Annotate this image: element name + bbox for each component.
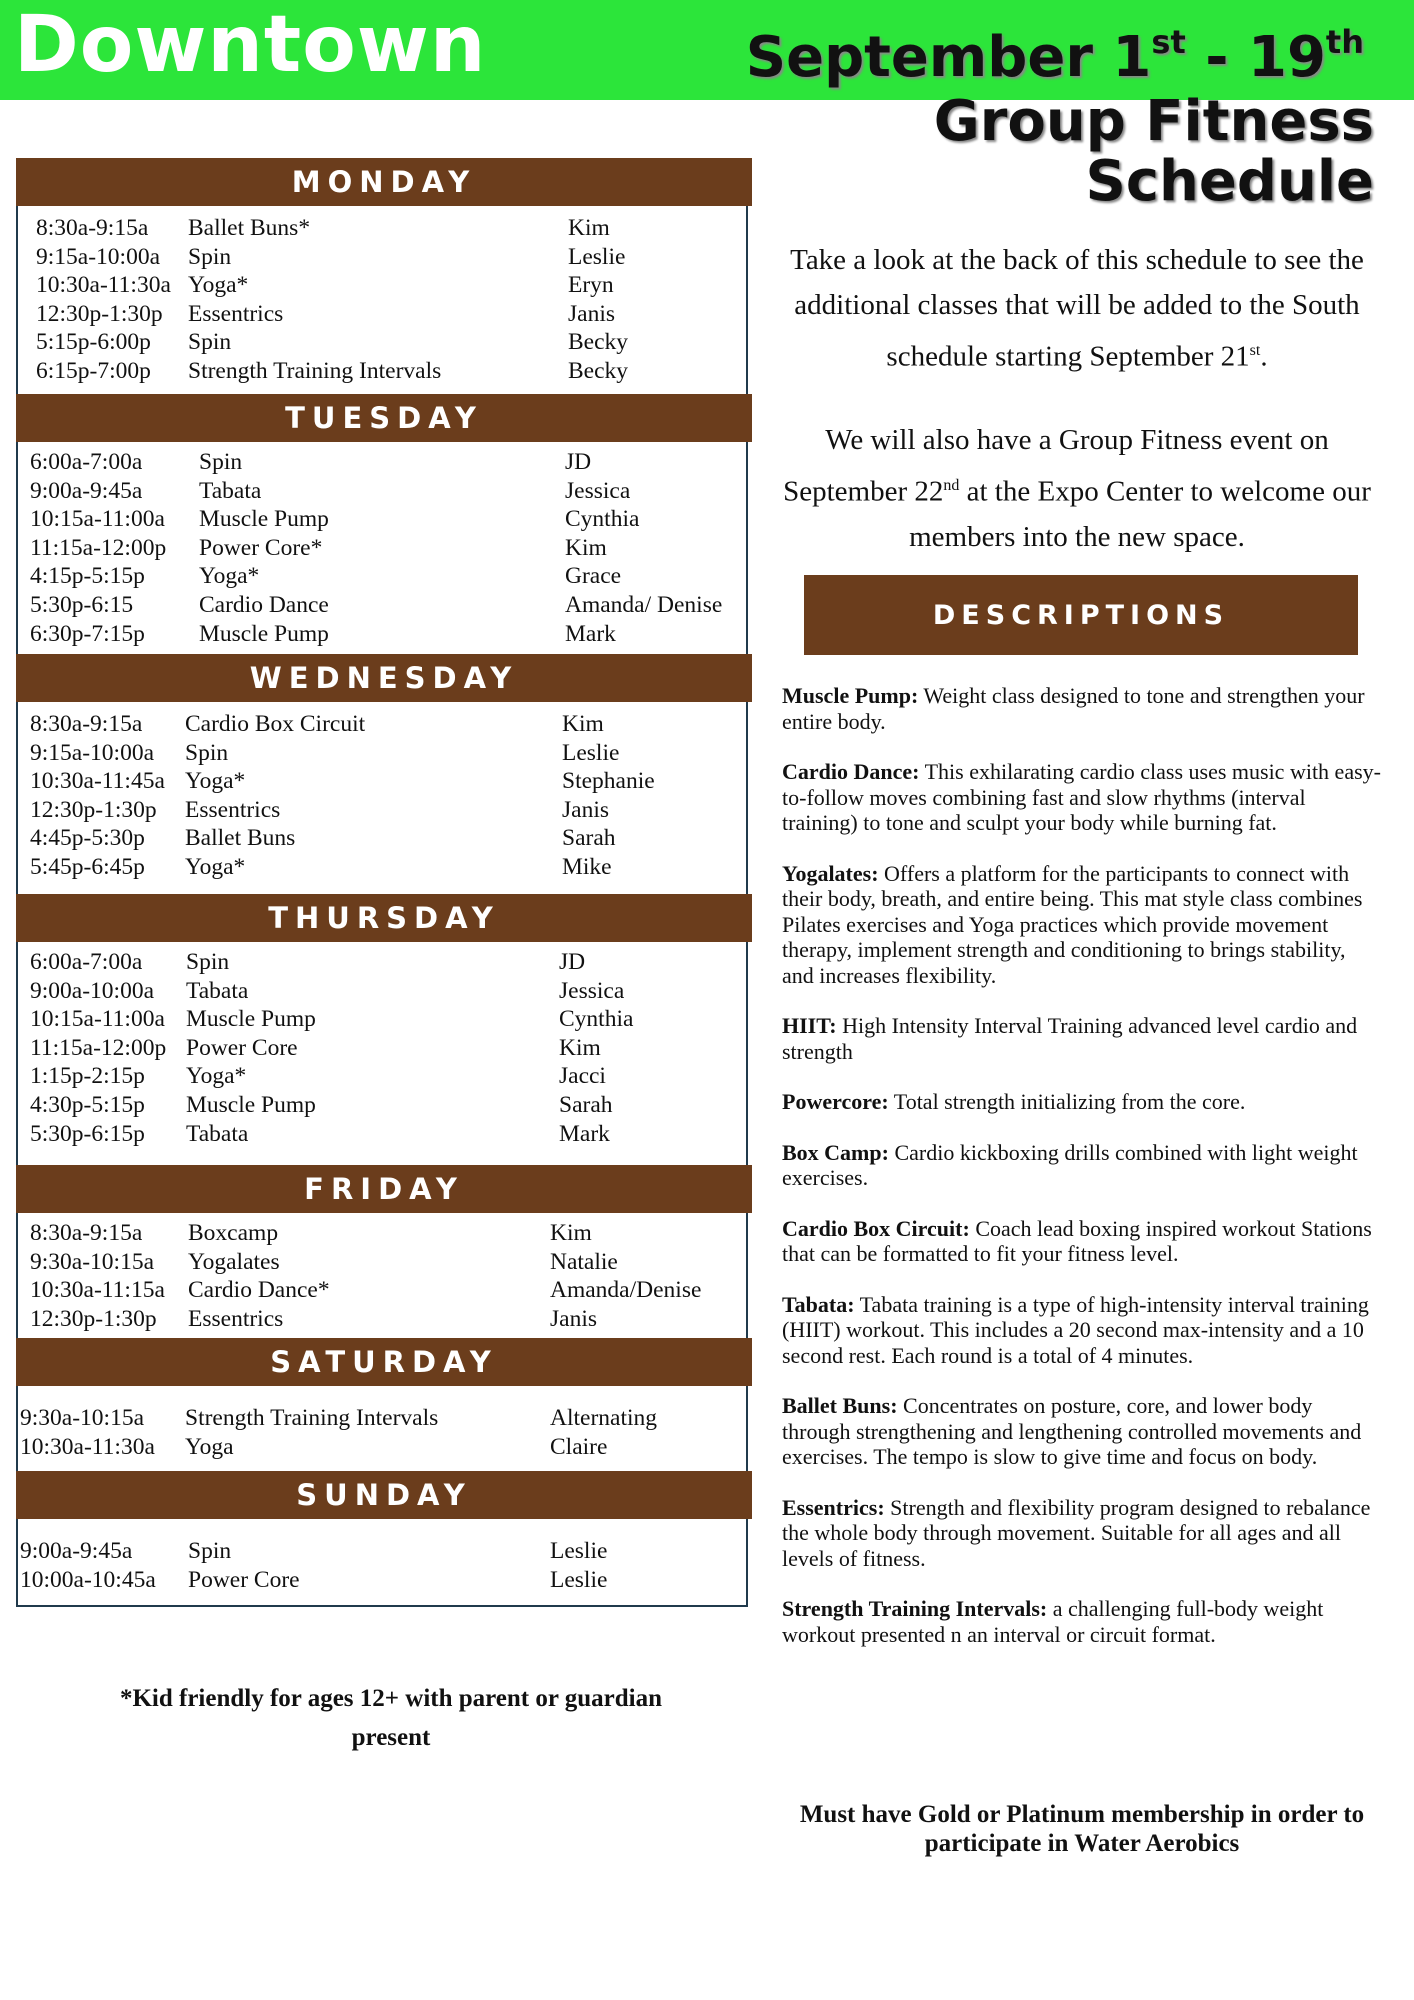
description-term: Strength Training Intervals: (782, 1596, 1048, 1621)
instructor: Leslie (568, 243, 626, 270)
instructor: Stephanie (562, 768, 655, 795)
class-time: 10:30a-11:30a (20, 1433, 155, 1460)
class-time: 10:30a-11:15a (30, 1277, 165, 1304)
class-name: Yoga* (186, 1063, 247, 1090)
description-text: a challenging full-body weight workout presented n an interval or circuit format. (782, 1596, 1324, 1647)
class-list (16, 206, 752, 386)
class-time: 12:30p-1:30p (30, 796, 157, 823)
description-term: Essentrics: (782, 1494, 885, 1520)
class-time: 6:30p-7:15p (30, 620, 145, 647)
description-text: Coach lead boxing inspired workout Stations that can be formatted to fit your fitness level. (782, 1215, 1372, 1266)
class-name: Boxcamp (188, 1220, 279, 1246)
description-text: Total strength initializing from the core. (888, 1089, 1246, 1114)
description-text: This exhilarating cardio class uses music with easy-to-follow moves combining fast and slow rhythms (interval training) to tone and sculpt your body while burning fat. (782, 759, 1381, 835)
class-name: Yoga* (185, 768, 246, 795)
instructor: Mark (565, 620, 616, 647)
description-text: Strength and flexibility program designed to rebalance the whole body through movement. Suitable for all ages and all levels of fitness. (782, 1494, 1371, 1571)
class-list (16, 1213, 752, 1333)
day-heading: FRIDAY (16, 1165, 752, 1213)
class-time: 12:30p-1:30p (30, 1305, 157, 1332)
class-row (16, 477, 752, 506)
class-time: 9:15a-10:00a (30, 739, 154, 766)
date-end-suffix: th (1325, 23, 1364, 61)
description-item (782, 759, 1382, 836)
class-name: Yoga* (185, 853, 246, 880)
title-line-1: Group Fitness (933, 89, 1374, 154)
kid-friendly-note: *Kid friendly for ages 12+ with parent or guardian present (119, 1685, 663, 1751)
instructor: JD (565, 449, 592, 475)
day-saturday (16, 1338, 752, 1461)
class-row (16, 739, 752, 768)
class-time: 6:15p-7:00p (36, 357, 151, 384)
description-item (782, 683, 1382, 734)
description-item (782, 1495, 1382, 1572)
day-heading: MONDAY (16, 158, 752, 206)
class-name: Yoga* (199, 563, 260, 590)
class-name: Strength Training Intervals (188, 357, 442, 384)
class-name: Tabata (186, 977, 249, 1004)
class-name: Power Core (188, 1566, 300, 1593)
page-title (933, 89, 1374, 214)
class-row (16, 534, 752, 563)
class-row (16, 1248, 752, 1277)
class-row (16, 1091, 752, 1120)
class-row (16, 505, 752, 534)
class-name: Spin (186, 949, 230, 975)
class-name: Spin (199, 449, 243, 475)
class-row (16, 1276, 752, 1305)
class-row (16, 1219, 752, 1248)
class-name: Tabata (186, 1120, 249, 1147)
class-time: 8:30a-9:15a (30, 711, 143, 737)
day-heading: THURSDAY (16, 894, 752, 942)
class-row (16, 824, 752, 853)
class-row (16, 948, 752, 977)
class-name: Spin (185, 739, 229, 766)
class-name: Cardio Dance (199, 591, 329, 618)
class-time: 11:15a-12:00p (30, 1034, 167, 1061)
class-time: 1:15p-2:15p (30, 1063, 145, 1090)
class-time: 10:30a-11:45a (30, 768, 165, 795)
class-row (16, 1433, 752, 1462)
class-time: 9:15a-10:00a (36, 243, 160, 270)
class-row (16, 853, 752, 882)
description-term: Cardio Box Circuit: (782, 1215, 970, 1241)
instructor: Jacci (559, 1063, 606, 1090)
class-row (16, 271, 752, 300)
intro-end-1: . (1260, 340, 1268, 373)
date-range (745, 23, 1364, 90)
class-list (16, 1519, 752, 1594)
class-time: 5:15p-6:00p (36, 329, 151, 356)
class-name: Muscle Pump (199, 506, 329, 533)
class-time: 9:00a-9:45a (20, 1538, 133, 1564)
description-item (782, 861, 1382, 989)
class-row (16, 214, 752, 243)
location-title: Downtown (14, 0, 487, 90)
descriptions-list (782, 683, 1382, 1672)
day-thursday (16, 894, 752, 1148)
instructor: Amanda/Denise (550, 1277, 702, 1304)
class-row (16, 796, 752, 825)
class-name: Cardio Dance* (188, 1277, 330, 1304)
description-text: Offers a platform for the participants to connect with their body, breath, and entire being. This mat style class combines Pilates exercises and Yoga practices which provide movement therapy, implement strength and conditioning to brings stability, and increases flexibility. (782, 860, 1363, 988)
intro-paragraph-2 (762, 418, 1392, 560)
class-time: 5:45p-6:45p (30, 853, 145, 880)
class-row (16, 1566, 752, 1595)
instructor: Jessica (565, 477, 631, 504)
class-time: 4:15p-5:15p (30, 563, 145, 590)
class-time: 6:00a-7:00a (30, 949, 143, 975)
class-row (16, 1005, 752, 1034)
class-row (16, 300, 752, 329)
class-name: Spin (188, 1538, 232, 1564)
class-time: 9:00a-10:00a (30, 977, 154, 1004)
class-row (16, 1305, 752, 1334)
description-text: Weight class designed to tone and strengthen your entire body. (782, 683, 1365, 734)
day-heading: TUESDAY (16, 394, 752, 442)
class-row (16, 1034, 752, 1063)
weekly-schedule (16, 160, 748, 1607)
class-row (16, 243, 752, 272)
class-row (16, 1120, 752, 1149)
instructor: Kim (565, 534, 607, 561)
descriptions-heading: DESCRIPTIONS (804, 575, 1358, 655)
class-name: Tabata (199, 477, 262, 504)
instructor: Kim (562, 711, 604, 737)
intro-text-1: Take a look at the back of this schedule to see the additional classes that will be added to the South schedule starting September 21 (790, 244, 1364, 373)
class-time: 10:00a-10:45a (20, 1566, 156, 1593)
class-time: 4:45p-5:30p (30, 825, 145, 852)
class-time: 5:30p-6:15p (30, 1120, 145, 1147)
instructor: Cynthia (565, 506, 640, 533)
instructor: Sarah (559, 1091, 613, 1118)
description-term: Box Camp: (782, 1139, 889, 1165)
class-name: Yogalates (188, 1248, 280, 1275)
class-row (16, 767, 752, 796)
class-name: Muscle Pump (186, 1091, 316, 1118)
class-time: 9:30a-10:15a (20, 1405, 144, 1431)
instructor: Mark (559, 1120, 610, 1147)
date-end: - 19 (1185, 25, 1326, 90)
class-name: Yoga (185, 1433, 234, 1460)
instructor: Janis (550, 1305, 597, 1332)
instructor: Jessica (559, 977, 625, 1004)
description-term: HIIT: (782, 1013, 837, 1038)
instructor: Amanda/ Denise (565, 591, 723, 618)
class-time: 10:15a-11:00a (30, 506, 165, 533)
class-list (16, 702, 752, 882)
description-text: Cardio kickboxing drills combined with light weight exercises. (782, 1139, 1358, 1190)
description-term: Tabata: (782, 1291, 855, 1317)
class-row (16, 448, 752, 477)
class-time: 9:30a-10:15a (30, 1248, 154, 1275)
class-name: Spin (188, 329, 232, 356)
class-list (16, 942, 752, 1148)
class-row (16, 591, 752, 620)
membership-notice: Must have Gold or Platinum membership in order to participate in Water Aerobics (799, 1801, 1365, 1857)
day-monday (16, 158, 752, 386)
day-wednesday (16, 654, 752, 882)
description-item (782, 1013, 1382, 1064)
class-time: 10:30a-11:30a (36, 272, 171, 299)
class-time: 10:15a-11:00a (30, 1006, 165, 1033)
class-row (16, 710, 752, 739)
instructor: Eryn (568, 272, 614, 299)
instructor: Alternating (550, 1405, 658, 1431)
class-name: Spin (188, 243, 232, 270)
date-start: September 1 (745, 25, 1152, 90)
instructor: Janis (568, 300, 615, 327)
day-tuesday (16, 394, 752, 648)
instructor: Leslie (550, 1566, 608, 1593)
description-text: Tabata training is a type of high-intensity interval training (HIIT) workout. This includes a 20 second max-intensity and a 10 second rest. Each round is a total of 4 minutes. (782, 1291, 1369, 1368)
class-name: Ballet Buns* (188, 215, 311, 241)
intro-paragraph-1 (762, 238, 1392, 380)
class-list (16, 1386, 752, 1461)
date-start-suffix: st (1151, 23, 1186, 61)
description-item (782, 1140, 1382, 1191)
description-item (782, 1216, 1382, 1267)
instructor: Janis (562, 796, 609, 823)
instructor: Mike (562, 853, 612, 880)
class-row (16, 1404, 752, 1433)
description-item (782, 1596, 1382, 1647)
class-row (16, 977, 752, 1006)
description-item (782, 1393, 1382, 1470)
intro-sup-1: st (1249, 342, 1261, 359)
class-name: Power Core (186, 1034, 298, 1061)
day-heading: WEDNESDAY (16, 654, 752, 702)
class-time: 12:30p-1:30p (36, 300, 163, 327)
description-term: Muscle Pump: (782, 683, 919, 708)
description-text: High Intensity Interval Training advanced level cardio and strength (782, 1013, 1358, 1064)
description-term: Cardio Dance: (782, 759, 920, 784)
class-time: 11:15a-12:00p (30, 534, 167, 561)
instructor: Cynthia (559, 1006, 634, 1033)
class-time: 9:00a-9:45a (30, 477, 143, 504)
day-friday (16, 1165, 752, 1333)
instructor: Sarah (562, 825, 616, 852)
instructor: Becky (568, 329, 629, 356)
intro-sup-2: nd (943, 477, 960, 494)
class-name: Essentrics (188, 1305, 284, 1332)
class-time: 5:30p-6:15 (30, 591, 134, 618)
description-text: Concentrates on posture, core, and lower body through strengthening and lengthening controlled movements and exercises. The tempo is slow to give time and focus on body. (782, 1393, 1362, 1469)
description-term: Powercore: (782, 1089, 889, 1114)
instructor: Becky (568, 357, 629, 384)
instructor: Leslie (562, 739, 620, 766)
class-name: Muscle Pump (199, 620, 329, 647)
class-row (16, 620, 752, 649)
description-item (782, 1089, 1382, 1115)
intro-text-2b: at the Expo Center to welcome our members into the new space. (909, 475, 1371, 553)
instructor: Kim (559, 1034, 601, 1061)
class-name: Power Core* (199, 534, 323, 561)
instructor: JD (559, 949, 586, 975)
class-row (16, 357, 752, 386)
description-term: Ballet Buns: (782, 1393, 898, 1418)
class-time: 8:30a-9:15a (30, 1220, 143, 1246)
title-line-2: Schedule (1085, 149, 1374, 214)
class-time: 4:30p-5:15p (30, 1091, 145, 1118)
class-row (16, 562, 752, 591)
class-time: 8:30a-9:15a (36, 215, 149, 241)
instructor: Leslie (550, 1538, 608, 1564)
description-item (782, 1292, 1382, 1369)
instructor: Claire (550, 1433, 608, 1460)
class-row (16, 1062, 752, 1091)
day-heading: SATURDAY (16, 1338, 752, 1386)
instructor: Grace (565, 563, 622, 590)
class-name: Ballet Buns (185, 825, 296, 852)
description-term: Yogalates: (782, 860, 879, 886)
intro-text-2a: We will also have a Group Fitness event on September 22 (783, 424, 1329, 508)
class-name: Essentrics (185, 796, 281, 823)
instructor: Kim (568, 215, 610, 241)
class-name: Muscle Pump (186, 1006, 316, 1033)
class-row (16, 1537, 752, 1566)
class-row (16, 328, 752, 357)
day-sunday (16, 1471, 752, 1594)
day-heading: SUNDAY (16, 1471, 752, 1519)
class-list (16, 442, 752, 648)
class-name: Strength Training Intervals (185, 1405, 439, 1431)
class-name: Cardio Box Circuit (185, 711, 366, 737)
class-time: 6:00a-7:00a (30, 449, 143, 475)
instructor: Kim (550, 1220, 592, 1246)
class-name: Yoga* (188, 272, 249, 299)
instructor: Natalie (550, 1248, 618, 1275)
class-name: Essentrics (188, 300, 284, 327)
